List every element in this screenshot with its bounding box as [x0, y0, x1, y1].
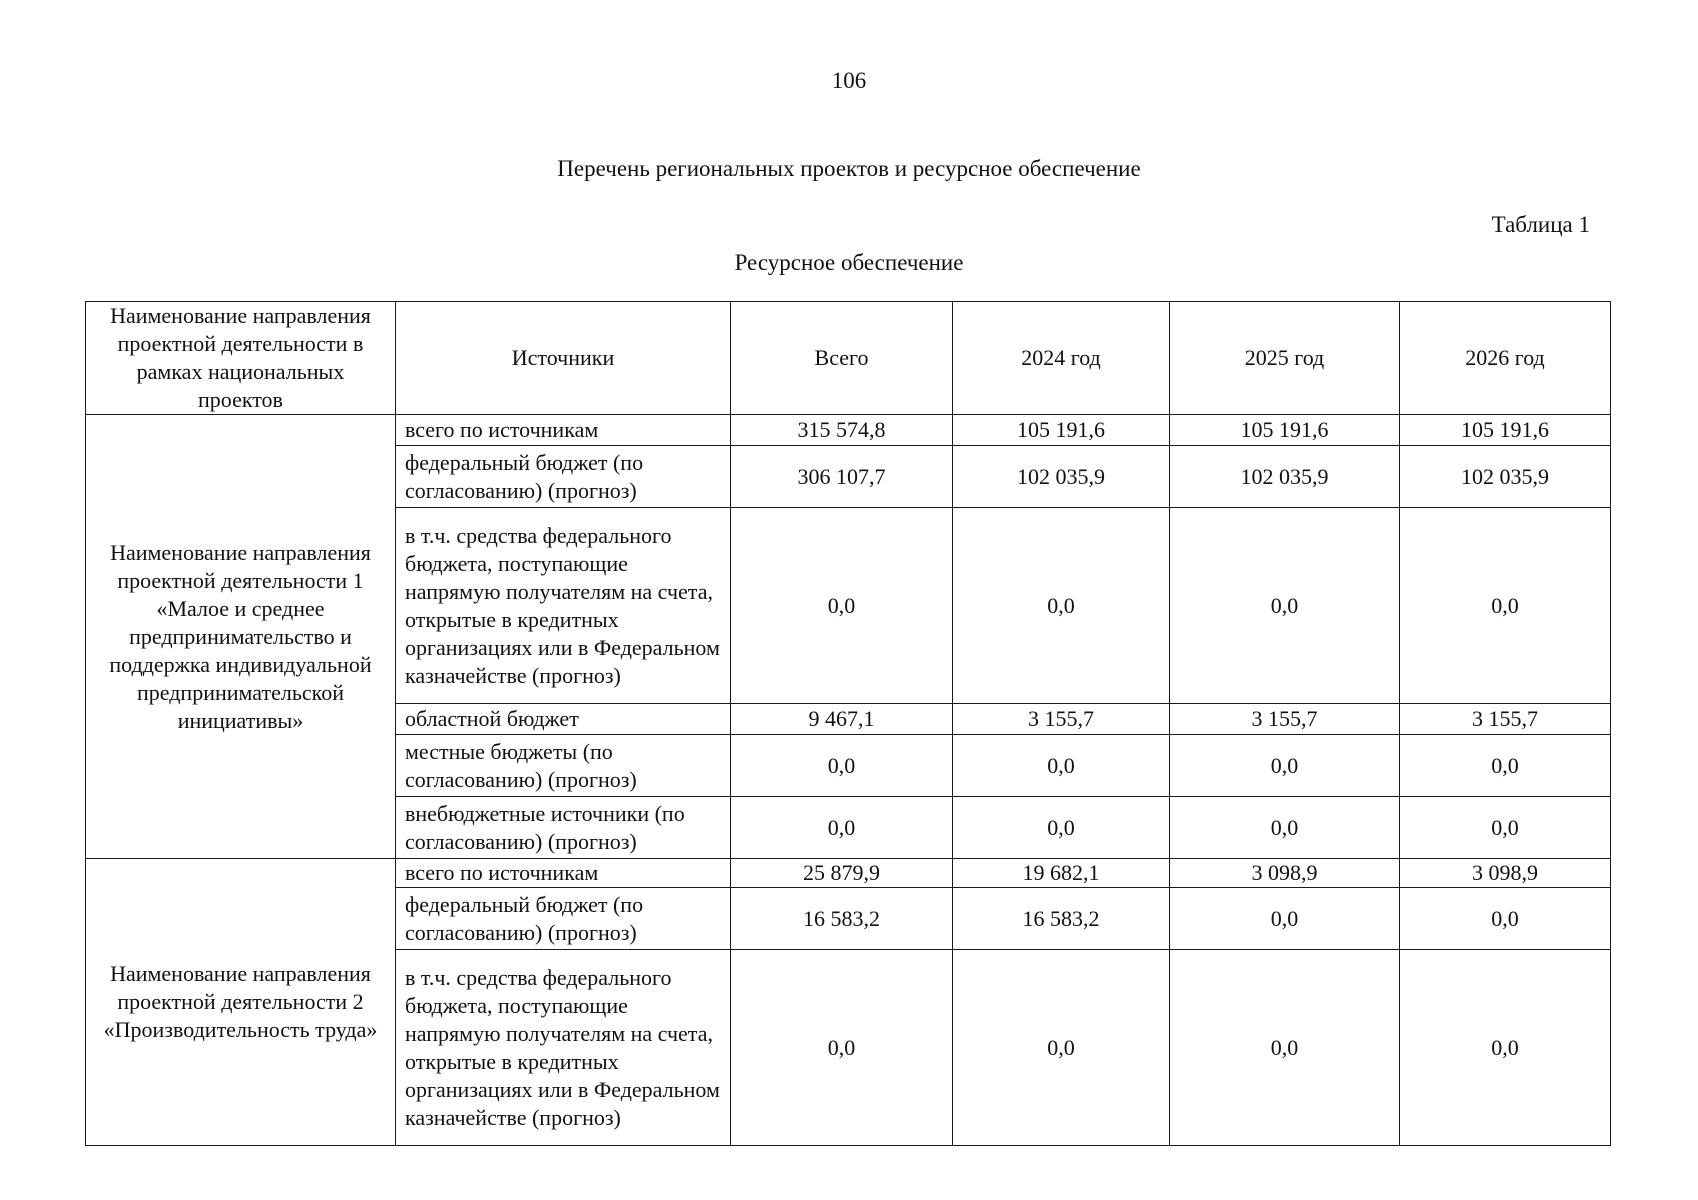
total-cell: 0,0 — [731, 797, 953, 859]
total-cell: 0,0 — [731, 508, 953, 704]
header-total: Всего — [731, 302, 953, 415]
header-row — [86, 302, 1611, 415]
direction-name: Наименование направления проектной деятельности 2 «Производительность труда» — [86, 859, 396, 1146]
total-cell: 0,0 — [731, 735, 953, 797]
table-row — [86, 415, 1611, 446]
value-2025-cell: 0,0 — [1170, 735, 1400, 797]
table-caption: Ресурсное обеспечение — [734, 250, 964, 275]
source-cell: федеральный бюджет (по согласованию) (прогноз) — [396, 446, 731, 508]
total-cell: 315 574,8 — [731, 415, 953, 446]
value-2024-cell: 16 583,2 — [953, 888, 1170, 950]
value-2024-cell: 0,0 — [953, 735, 1170, 797]
header-2026: 2026 год — [1400, 302, 1611, 415]
value-2025-cell: 0,0 — [1170, 508, 1400, 704]
value-2025-cell: 0,0 — [1170, 888, 1400, 950]
total-cell: 16 583,2 — [731, 888, 953, 950]
value-2026-cell: 0,0 — [1400, 735, 1611, 797]
value-2026-cell: 0,0 — [1400, 797, 1611, 859]
value-2026-cell: 0,0 — [1400, 508, 1611, 704]
source-cell: в т.ч. средства федерального бюджета, поступающие напрямую получателям на счета, открытые в кредитных организациях или в Федеральном казначействе (прогноз) — [396, 950, 731, 1146]
value-2025-cell: 0,0 — [1170, 950, 1400, 1146]
value-2025-cell: 105 191,6 — [1170, 415, 1400, 446]
source-cell: федеральный бюджет (по согласованию) (прогноз) — [396, 888, 731, 950]
source-cell: всего по источникам — [396, 859, 731, 888]
value-2025-cell: 102 035,9 — [1170, 446, 1400, 508]
value-2024-cell: 3 155,7 — [953, 704, 1170, 735]
direction-name: Наименование направления проектной деятельности 1 «Малое и среднее предпринимательство и поддержка индивидуальной предпринимательской инициативы» — [86, 415, 396, 859]
value-2024-cell: 0,0 — [953, 508, 1170, 704]
source-cell: в т.ч. средства федерального бюджета, поступающие напрямую получателям на счета, открытые в кредитных организациях или в Федеральном казначействе (прогноз) — [396, 508, 731, 704]
value-2024-cell: 102 035,9 — [953, 446, 1170, 508]
header-sources: Источники — [396, 302, 731, 415]
source-cell: всего по источникам — [396, 415, 731, 446]
value-2026-cell: 3 098,9 — [1400, 859, 1611, 888]
source-cell: местные бюджеты (по согласованию) (прогноз) — [396, 735, 731, 797]
value-2024-cell: 0,0 — [953, 797, 1170, 859]
value-2025-cell: 0,0 — [1170, 797, 1400, 859]
value-2024-cell: 19 682,1 — [953, 859, 1170, 888]
source-cell: внебюджетные источники (по согласованию) (прогноз) — [396, 797, 731, 859]
value-2026-cell: 105 191,6 — [1400, 415, 1611, 446]
header-direction: Наименование направления проектной деятельности в рамках национальных проектов — [86, 302, 396, 415]
document-title: Перечень региональных проектов и ресурсное обеспечение — [557, 156, 1141, 181]
total-cell: 9 467,1 — [731, 704, 953, 735]
value-2026-cell: 0,0 — [1400, 888, 1611, 950]
header-2025: 2025 год — [1170, 302, 1400, 415]
header-2024: 2024 год — [953, 302, 1170, 415]
value-2026-cell: 0,0 — [1400, 950, 1611, 1146]
value-2024-cell: 0,0 — [953, 950, 1170, 1146]
resource-table — [85, 301, 1611, 1146]
page-number: 106 — [831, 68, 867, 93]
table-row — [86, 859, 1611, 888]
value-2025-cell: 3 155,7 — [1170, 704, 1400, 735]
value-2025-cell: 3 098,9 — [1170, 859, 1400, 888]
value-2026-cell: 102 035,9 — [1400, 446, 1611, 508]
value-2024-cell: 105 191,6 — [953, 415, 1170, 446]
total-cell: 0,0 — [731, 950, 953, 1146]
value-2026-cell: 3 155,7 — [1400, 704, 1611, 735]
total-cell: 25 879,9 — [731, 859, 953, 888]
table-label: Таблица 1 — [1491, 212, 1590, 237]
source-cell: областной бюджет — [396, 704, 731, 735]
total-cell: 306 107,7 — [731, 446, 953, 508]
